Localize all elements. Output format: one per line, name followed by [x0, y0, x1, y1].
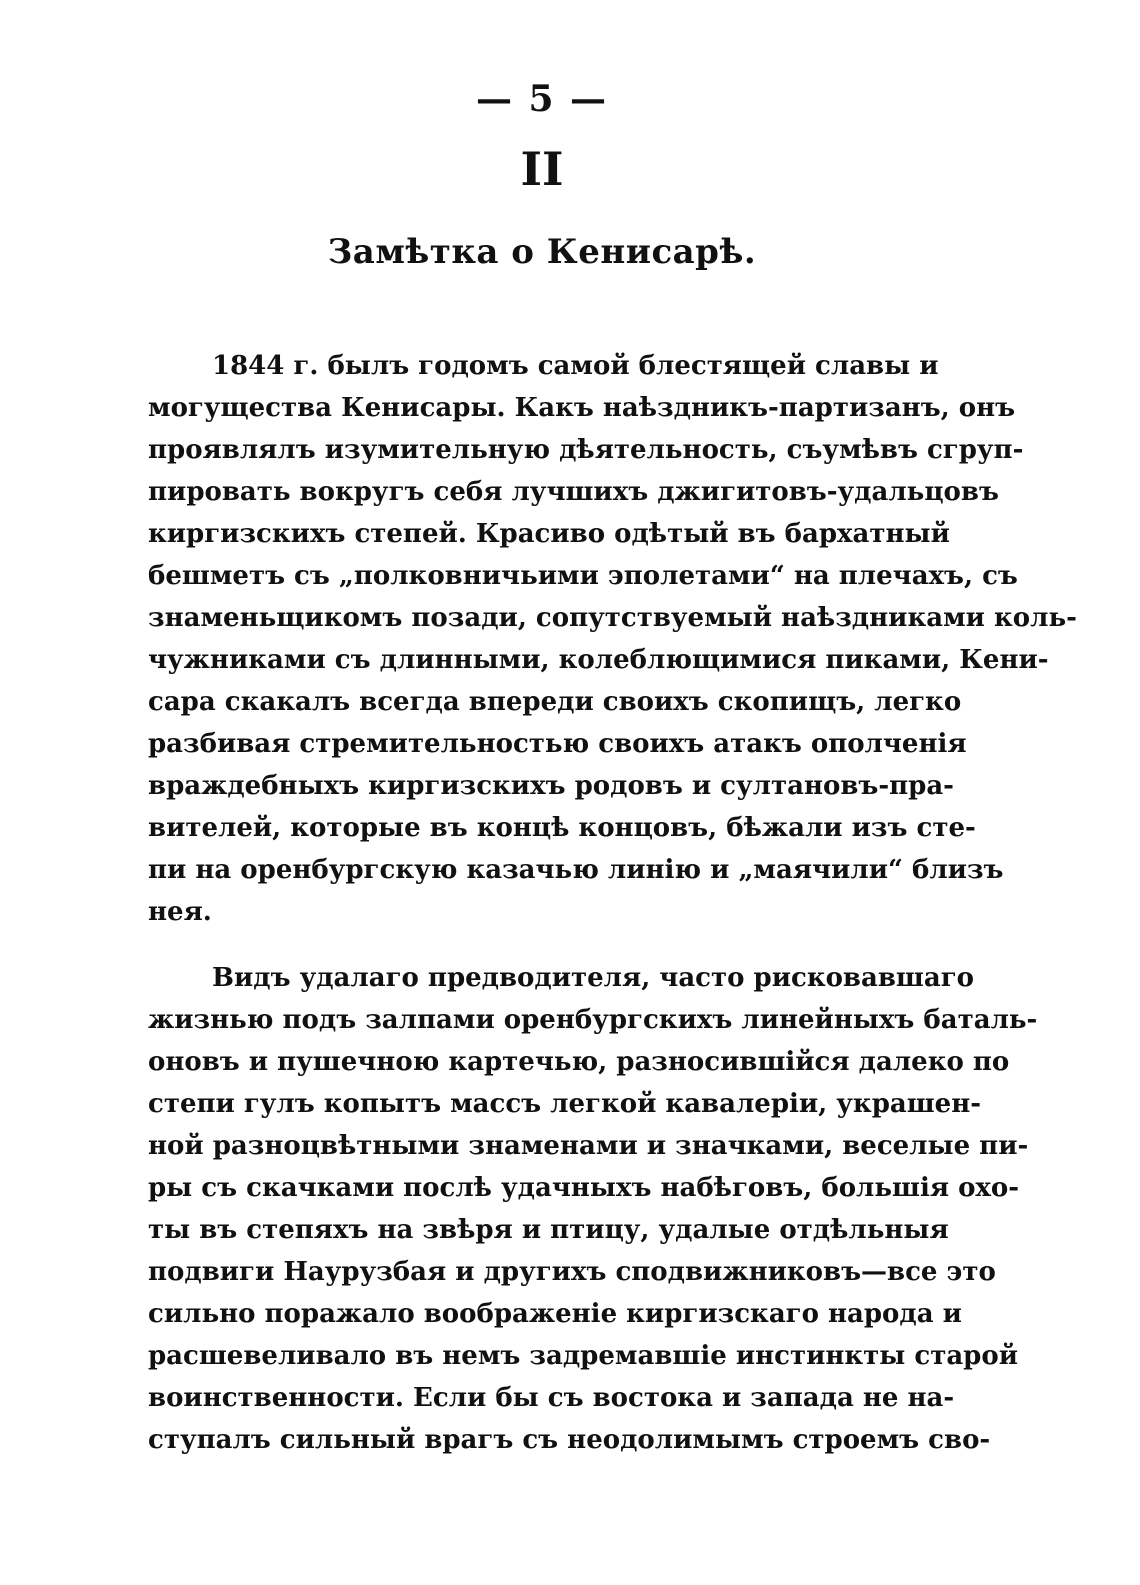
body-text	[148, 345, 1077, 1461]
text-line: ступалъ сильный врагъ съ неодолимымъ строемъ сво-	[148, 1425, 991, 1455]
text-line: Видъ удалаго предводителя, часто рисковавшаго	[212, 963, 974, 993]
paragraph	[148, 957, 1038, 1461]
text-line: воинственности. Если бы съ востока и запада не на-	[148, 1383, 955, 1413]
text-line: знаменьщикомъ позади, сопутствуемый наѣздниками коль-	[148, 603, 1077, 633]
text-line: ты въ степяхъ на звѣря и птицу, удалые отдѣльныя	[148, 1215, 949, 1245]
text-line: нея.	[148, 897, 212, 927]
text-line: проявлялъ изумительную дѣятельность, съумѣвъ сгруп-	[148, 435, 1024, 465]
chapter-numeral: II	[520, 142, 564, 196]
text-line: чужниками съ длинными, колеблющимися пиками, Кени-	[148, 645, 1049, 675]
text-line: пировать вокругъ себя лучшихъ джигитовъ-удальцовъ	[148, 477, 999, 507]
text-line: киргизскихъ степей. Красиво одѣтый въ бархатный	[148, 519, 950, 549]
text-line: расшевеливало въ немъ задремавшіе инстинкты старой	[148, 1341, 1018, 1371]
page-number: — 5 —	[475, 78, 609, 120]
text-line: могущества Кенисары. Какъ наѣздникъ-партизанъ, онъ	[148, 393, 1016, 423]
text-line: бешметъ съ „полковничьими эполетами“ на плечахъ, съ	[148, 561, 1018, 591]
text-line: разбивая стремительностью своихъ атакъ ополченія	[148, 729, 967, 759]
text-line: враждебныхъ киргизскихъ родовъ и султановъ-пра-	[148, 771, 954, 801]
text-line: 1844 г. былъ годомъ самой блестящей славы и	[212, 351, 939, 381]
text-line: пи на оренбургскую казачью линію и „маячили“ близъ	[148, 855, 1004, 885]
text-line: ной разноцвѣтными знаменами и значками, веселые пи-	[148, 1131, 1029, 1161]
paragraph	[148, 345, 1077, 933]
text-line: степи гулъ копытъ массъ легкой кавалеріи, украшен-	[148, 1089, 982, 1119]
text-line: сара скакалъ всегда впереди своихъ скопищъ, легко	[148, 687, 962, 717]
text-line: вителей, которые въ концѣ концовъ, бѣжали изъ сте-	[148, 813, 976, 843]
text-line: жизнью подъ залпами оренбургскихъ линейныхъ баталь-	[148, 1005, 1038, 1035]
chapter-title: Замѣтка о Кенисарѣ.	[327, 232, 757, 272]
text-line: подвиги Наурузбая и другихъ сподвижниковъ—все это	[148, 1257, 996, 1287]
paragraph-gap	[148, 933, 930, 957]
text-line: ры съ скачками послѣ удачныхъ набѣговъ, большія охо-	[148, 1173, 1020, 1203]
text-line: оновъ и пушечною картечью, разносившійся далеко по	[148, 1047, 1010, 1077]
text-line: сильно поражало воображеніе киргизскаго народа и	[148, 1299, 962, 1329]
